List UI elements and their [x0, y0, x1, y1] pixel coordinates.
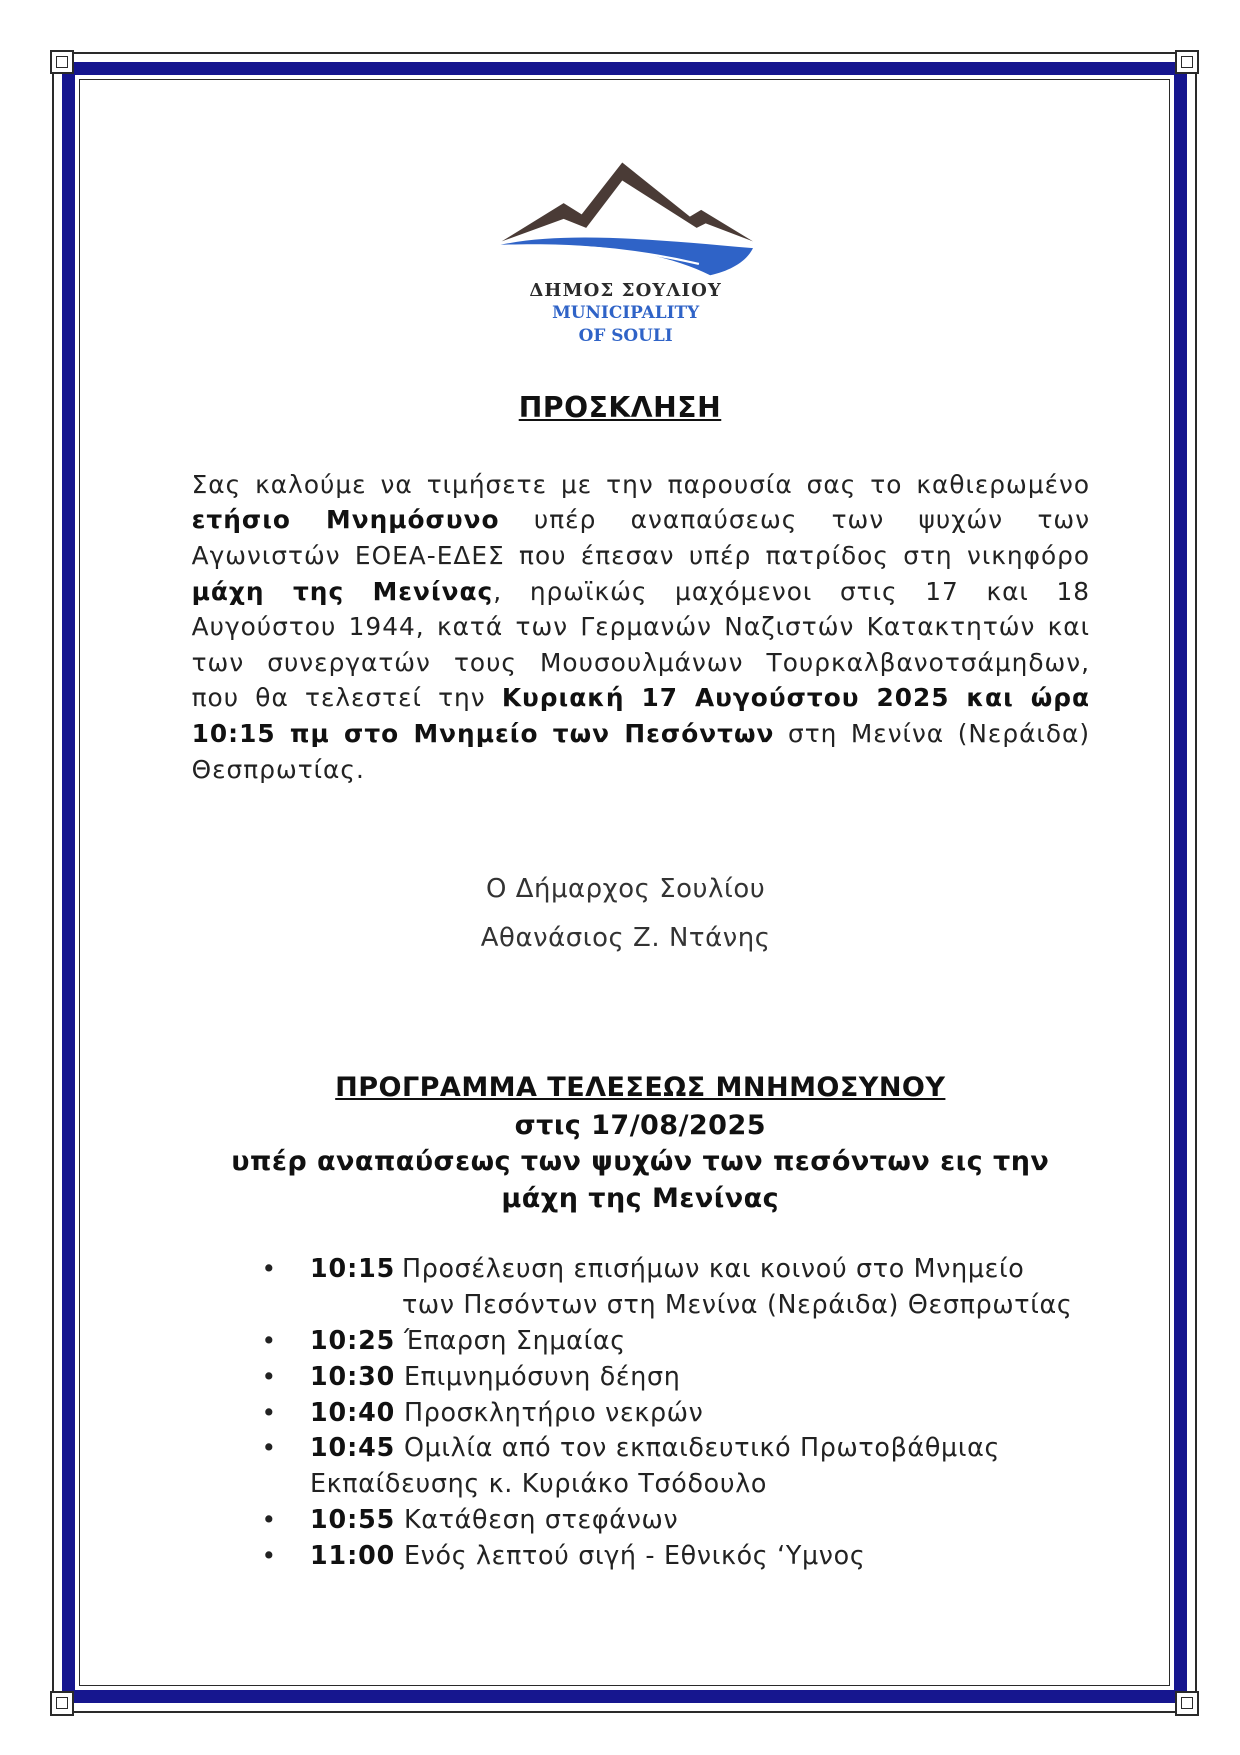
invitation-paragraph — [192, 467, 1090, 788]
schedule-text: Ομιλία από τον εκπαιδευτικό Πρωτοβάθμιας Εκπαίδευσης κ. Κυριάκο Τσόδουλο — [309, 1432, 1001, 1499]
program-title — [0, 1072, 1240, 1103]
program-title-text: ΠΡΟΓΡΑΜΜΑ ΤΕΛΕΣΕΩΣ ΜΝΗΜΟΣΥΝΟΥ — [335, 1072, 946, 1104]
paragraph-text: Σας καλούμε να τιμήσετε με την παρουσία σας το καθιερωμένο — [191, 469, 1091, 499]
schedule-item — [259, 1395, 1116, 1431]
signature-title: Ο Δήμαρχος Σουλίου — [485, 873, 766, 904]
schedule-text: Προσκλητήριο νεκρών — [403, 1396, 704, 1427]
schedule-time: 10:25 — [309, 1324, 396, 1355]
program-schedule-list — [259, 1251, 1116, 1574]
schedule-text: Έπαρση Σημαίας — [403, 1324, 626, 1355]
schedule-item — [259, 1502, 1116, 1538]
logo-english-line1: MUNICIPALITY — [552, 301, 700, 322]
paragraph-emphasis: ετήσιο Μνημόσυνο — [191, 505, 500, 535]
schedule-item — [259, 1538, 1116, 1574]
logo-greek-name: ΔΗΜΟΣ ΣΟΥΛΙΟΥ — [529, 279, 722, 301]
schedule-item — [259, 1323, 1116, 1359]
border-corner-bottom-left — [50, 1691, 75, 1716]
border-corner-top-left — [50, 50, 75, 75]
mountain-water-logo-icon — [496, 158, 755, 277]
schedule-text: Επιμνημόσυνη δέηση — [403, 1360, 681, 1391]
schedule-item — [259, 1359, 1116, 1395]
municipality-logo — [496, 158, 755, 361]
program-date: στις 17/08/2025 — [514, 1110, 766, 1142]
invitation-title: ΠΡΟΣΚΛΗΣΗ — [518, 391, 722, 425]
schedule-time: 10:55 — [309, 1504, 396, 1535]
schedule-item — [259, 1430, 1116, 1502]
program-subtitle-line1: υπέρ αναπαύσεως των ψυχών των πεσόντων εις την — [231, 1146, 1050, 1178]
schedule-time: • 10:15 — [309, 1253, 396, 1284]
schedule-text: Κατάθεση στεφάνων — [403, 1504, 679, 1535]
schedule-text: Προσέλευση επισήμων και κοινού στο Μνημείο των Πεσόντων στη Μενίνα (Νεράιδα) Θεσπρωτίας — [401, 1253, 1073, 1320]
paragraph-text: υπέρ αναπαύσεως των ψυχών των Αγωνιστών ΕΟΕΑ-ΕΔΕΣ που έπεσαν υπέρ πατρίδος στη νικηφόρο — [191, 505, 1091, 570]
paragraph-emphasis: μάχη της Μενίνας — [191, 576, 494, 606]
logo-english-line2: OF SOULI — [578, 325, 673, 346]
schedule-time: 10:40 — [309, 1396, 396, 1427]
program-subtitle-line2: μάχη της Μενίνας — [501, 1182, 780, 1214]
paragraph-text: στη Μενίνα (Νεράιδα) Θεσπρωτίας. — [191, 719, 1091, 784]
signature-name: Αθανάσιος Ζ. Ντάνης — [480, 923, 771, 954]
schedule-time: 10:45 — [309, 1432, 396, 1463]
schedule-item — [259, 1251, 1116, 1323]
border-corner-top-right — [1175, 50, 1200, 75]
paragraph-emphasis: Κυριακή 17 Αυγούστου 2025 και ώρα 10:15 πμ στο Μνημείο των Πεσόντων — [191, 683, 1091, 749]
schedule-time: 10:30 — [309, 1360, 396, 1391]
schedule-text: Ενός λεπτού σιγή - Εθνικός ‘Υμνος — [403, 1540, 866, 1571]
paragraph-text: , ηρωϊκώς μαχόμενοι στις 17 και 18 Αυγούστου 1944, κατά των Γερμανών Ναζιστών Κατακτητών και των συνεργατών τους Μουσουλμάνων Τουρκαλβανοτσάμηδων, που θα τελεστεί την — [191, 576, 1091, 713]
schedule-time: 11:00 — [309, 1540, 396, 1571]
border-corner-bottom-right — [1175, 1691, 1200, 1716]
